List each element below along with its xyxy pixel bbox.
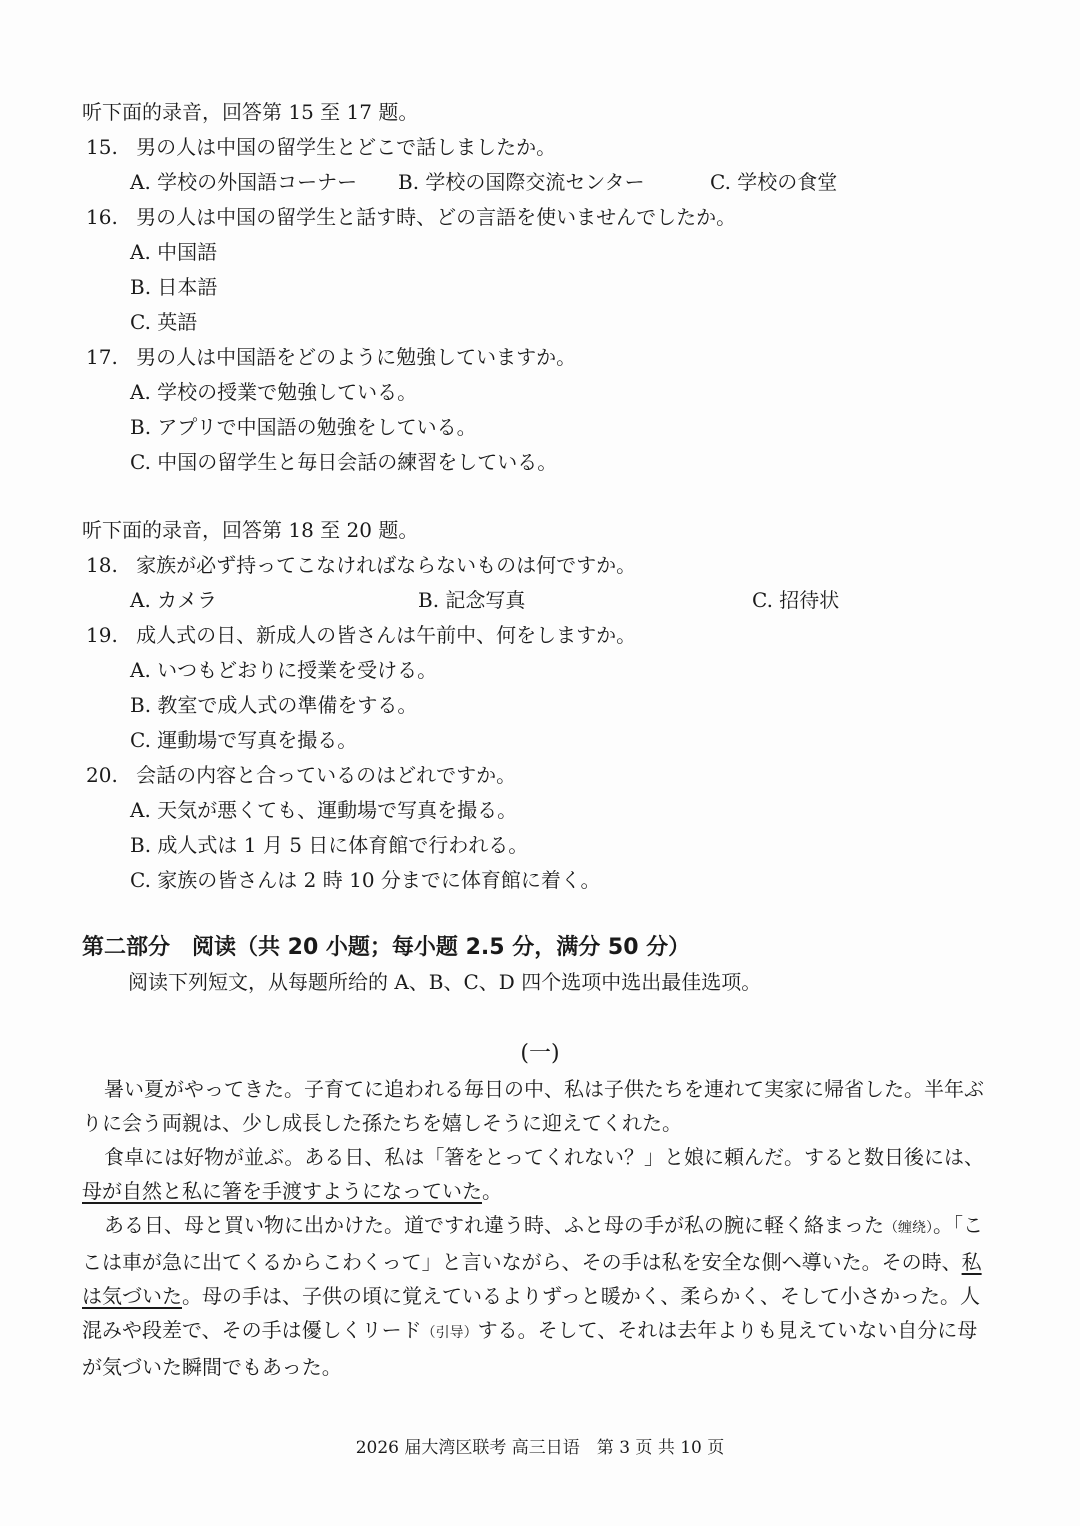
underlined-phrase-1: 母が自然と私に箸を手渡すようになっていた [82,1179,482,1203]
option-18-b: B. 記念写真 [418,588,526,612]
text-segment: 。母の手は、子供の頃に覚えているよりずっと暖かく、柔らかく、そして小さかった。人混みや段差で、その手は優しくリード [82,1284,980,1342]
question-text: 成人式の日、新成人の皆さんは午前中、何をしますか。 [136,623,637,647]
paragraph-1: 暑い夏がやってきた。子育てに追われる毎日の中、私は子供たちを連れて実家に帰省した。半年ぶりに会う両親は、少し成長した孫たちを嬉しそうに迎えてくれた。 [82,1077,984,1135]
passage-number: (一) [520,1041,560,1066]
question-text: 会話の内容と合っているのはどれですか。 [136,763,517,787]
question-17 [86,343,576,371]
question-number: 15. [86,135,118,159]
question-19 [86,621,636,649]
question-number: 18. [86,553,118,577]
option-19-c: C. 運動場で写真を撮る。 [130,728,358,752]
question-text: 男の人は中国の留学生と話す時、どの言語を使いませんでしたか。 [136,205,737,229]
question-number: 20. [86,763,118,787]
instruction-15-17: 听下面的录音，回答第 15 至 17 题。 [82,100,419,124]
option-15-c: C. 学校の食堂 [710,170,838,194]
paragraph-2 [82,1140,988,1208]
option-15-b: B. 学校の国際交流センター [398,170,645,194]
option-17-b: B. アプリで中国語の勉強をしている。 [130,415,477,439]
underlined-phrase-2: 私は気づいた [82,1250,982,1308]
option-17-c: C. 中国の留学生と毎日会話の練習をしている。 [130,450,558,474]
page-footer: 2026 届大湾区联考 高三日语 第 3 页 共 10 页 [355,1438,725,1458]
text-segment: ある日、母と買い物に出かけた。道ですれ違う時、ふと母の手が私の腕に軽く絡まった [104,1213,884,1237]
option-16-a: A. 中国語 [130,240,218,264]
part2-instruction: 阅读下列短文，从每题所给的 A、B、C、D 四个选项中选出最佳选项。 [128,970,762,994]
instruction-18-20: 听下面的录音，回答第 18 至 20 题。 [82,518,419,542]
gloss-note: （引导） [421,1325,478,1341]
option-20-c: C. 家族の皆さんは 2 時 10 分までに体育館に着く。 [130,868,601,892]
text-segment: 食卓には好物が並ぶ。ある日、私は「箸をとってくれない？」と娘に頼んだ。すると数日後には、 [104,1145,984,1169]
part2-title: 第二部分 阅读（共 20 小题；每小题 2.5 分，满分 50 分） [82,935,691,960]
text-segment: 。「ここは車が急に出てくるからこわくって」と言いながら、その手は私を安全な側へ導いた。その時、 [82,1213,983,1274]
question-20 [86,761,516,789]
option-20-b: B. 成人式は 1 月 5 日に体育館で行われる。 [130,833,529,857]
option-15-a: A. 学校の外国語コーナー [130,170,358,194]
passage-body [82,1072,988,1384]
option-19-a: A. いつもどおりに授業を受ける。 [130,658,438,682]
option-16-c: C. 英語 [130,310,198,334]
option-20-a: A. 天気が悪くても、運動場で写真を撮る。 [130,798,518,822]
question-number: 17. [86,345,118,369]
question-number: 19. [86,623,118,647]
gloss-note: （缠绕） [884,1220,933,1236]
question-15 [86,133,556,161]
option-19-b: B. 教室で成人式の準備をする。 [130,693,418,717]
question-text: 家族が必ず持ってこなければならないものは何ですか。 [136,553,637,577]
option-17-a: A. 学校の授業で勉強している。 [130,380,418,404]
question-number: 16. [86,205,118,229]
option-18-c: C. 招待状 [752,588,840,612]
text-segment: 。 [482,1179,502,1203]
paragraph-3 [82,1208,988,1384]
option-18-a: A. カメラ [130,588,218,612]
question-text: 男の人は中国語をどのように勉強していますか。 [136,345,577,369]
question-18 [86,551,636,579]
question-16 [86,203,736,231]
question-text: 男の人は中国の留学生とどこで話しましたか。 [136,135,557,159]
option-16-b: B. 日本語 [130,275,218,299]
text-segment: する。そして、それは去年よりも見えていない自分に母が気づいた瞬間でもあった。 [82,1318,978,1379]
